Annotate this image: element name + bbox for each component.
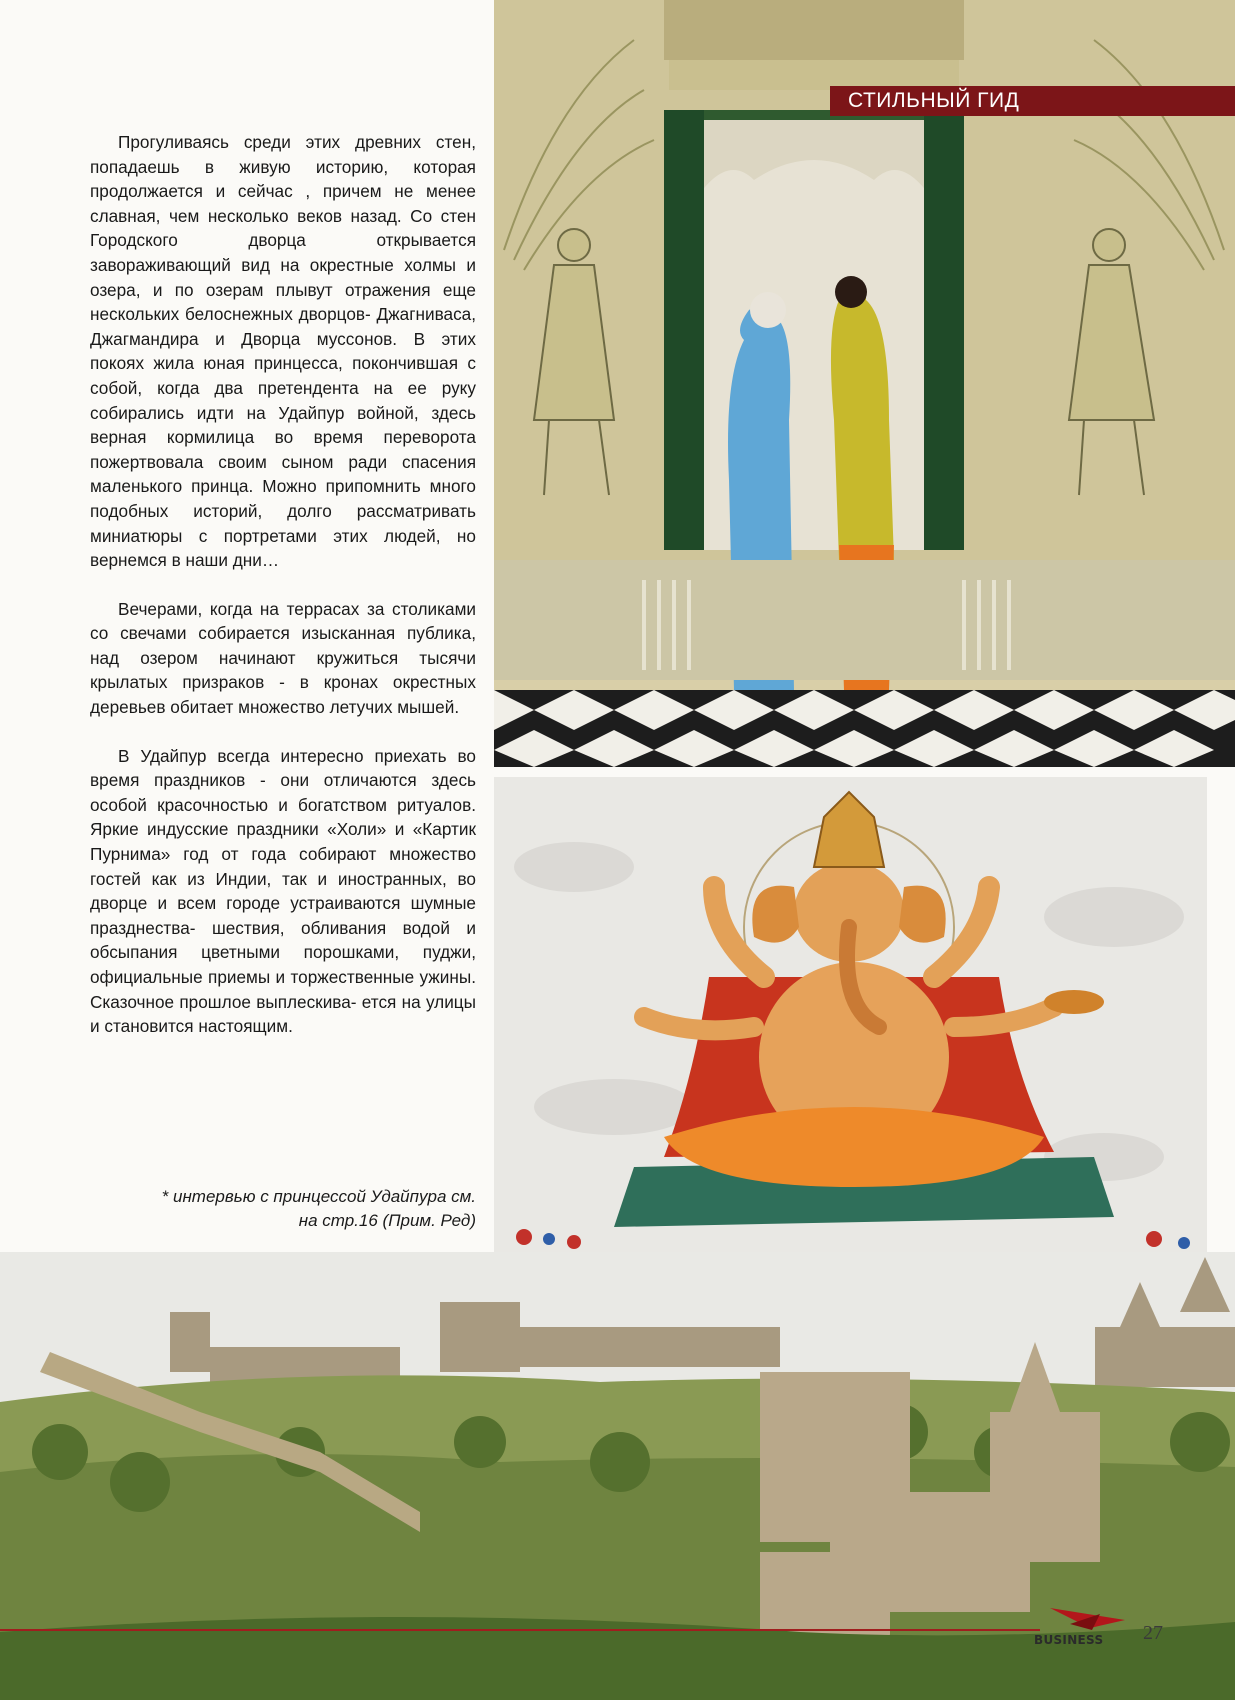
photo-ganesha-painting (494, 777, 1207, 1252)
section-tag: СТИЛЬНЫЙ ГИД (830, 86, 1235, 116)
footer-logo-text: BUSINESS (1034, 1633, 1104, 1647)
page-number: 27 (1143, 1622, 1163, 1644)
paragraph-festivals: В Удайпур всегда интересно приехать во время праздников - они отличаются здесь особой красочностью и богатством ритуалов. Яркие индусские праздники «Холи» и «Картик Пурнима» год от года собирают множество гостей как из Индии, так и иностранных, во дворце и всем городе устраиваются шумные празднества- шествия, обливания водой и обсыпания цветными порошками, пуджи, официальные приемы и торжественные ужины. Сказочное прошлое выплескива- ется на улицы и становится настоящим. (90, 745, 476, 1037)
editor-footnote (90, 1185, 476, 1233)
paragraph-history: Прогуливаясь среди этих древних стен, попадаешь в живую историю, которая продолжается и сейчас , причем не менее славная, чем несколько веков назад. Со стен Городского дворца открывается завораживающий вид на окрестные холмы и озера, и по озерам плывут отражения еще нескольких белоснежных дворцов- Джагниваса, Джагмандира и Дворца муссонов. В этих покоях жила юная принцесса, покончившая с собой, когда два претендента на ее руку собирались идти на Удайпур войной, здесь верная кормилица во время переворота пожертвовала своим сыном ради спасения маленького принца. Можно припомнить много подобных историй, долго рассматривать миниатюры с портретами этих людей, но вернемся в наши дни… (90, 132, 476, 571)
footnote-line-1: * интервью с принцессой Удайпура см. (161, 1187, 476, 1206)
paragraph-evening-bats: Вечерами, когда на террасах за столиками со свечами собирается изысканная публика, над озером начинают кружиться тысячи крылатых призраков - в кронах окрестных деревьев обитает множество летучих мышей. (90, 598, 476, 718)
article-text-column (90, 130, 476, 1063)
footnote-line-2: на стр.16 (Прим. Ред) (298, 1211, 476, 1230)
footer-rule (0, 1629, 1040, 1631)
